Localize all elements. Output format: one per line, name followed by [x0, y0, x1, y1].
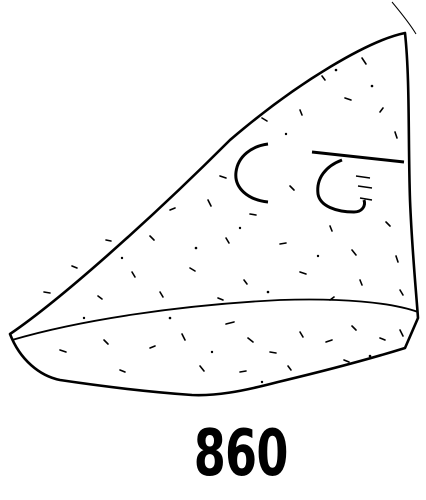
stipple-marks [44, 58, 403, 372]
c-mark [236, 144, 268, 202]
t-mark-detail [356, 176, 372, 200]
t-mark-stem [318, 160, 365, 212]
cone-base-arc [12, 300, 418, 341]
t-mark-bar [312, 152, 404, 162]
cone-outline [10, 33, 418, 395]
scan-line [392, 2, 416, 34]
figure-number: 860 [193, 417, 288, 491]
